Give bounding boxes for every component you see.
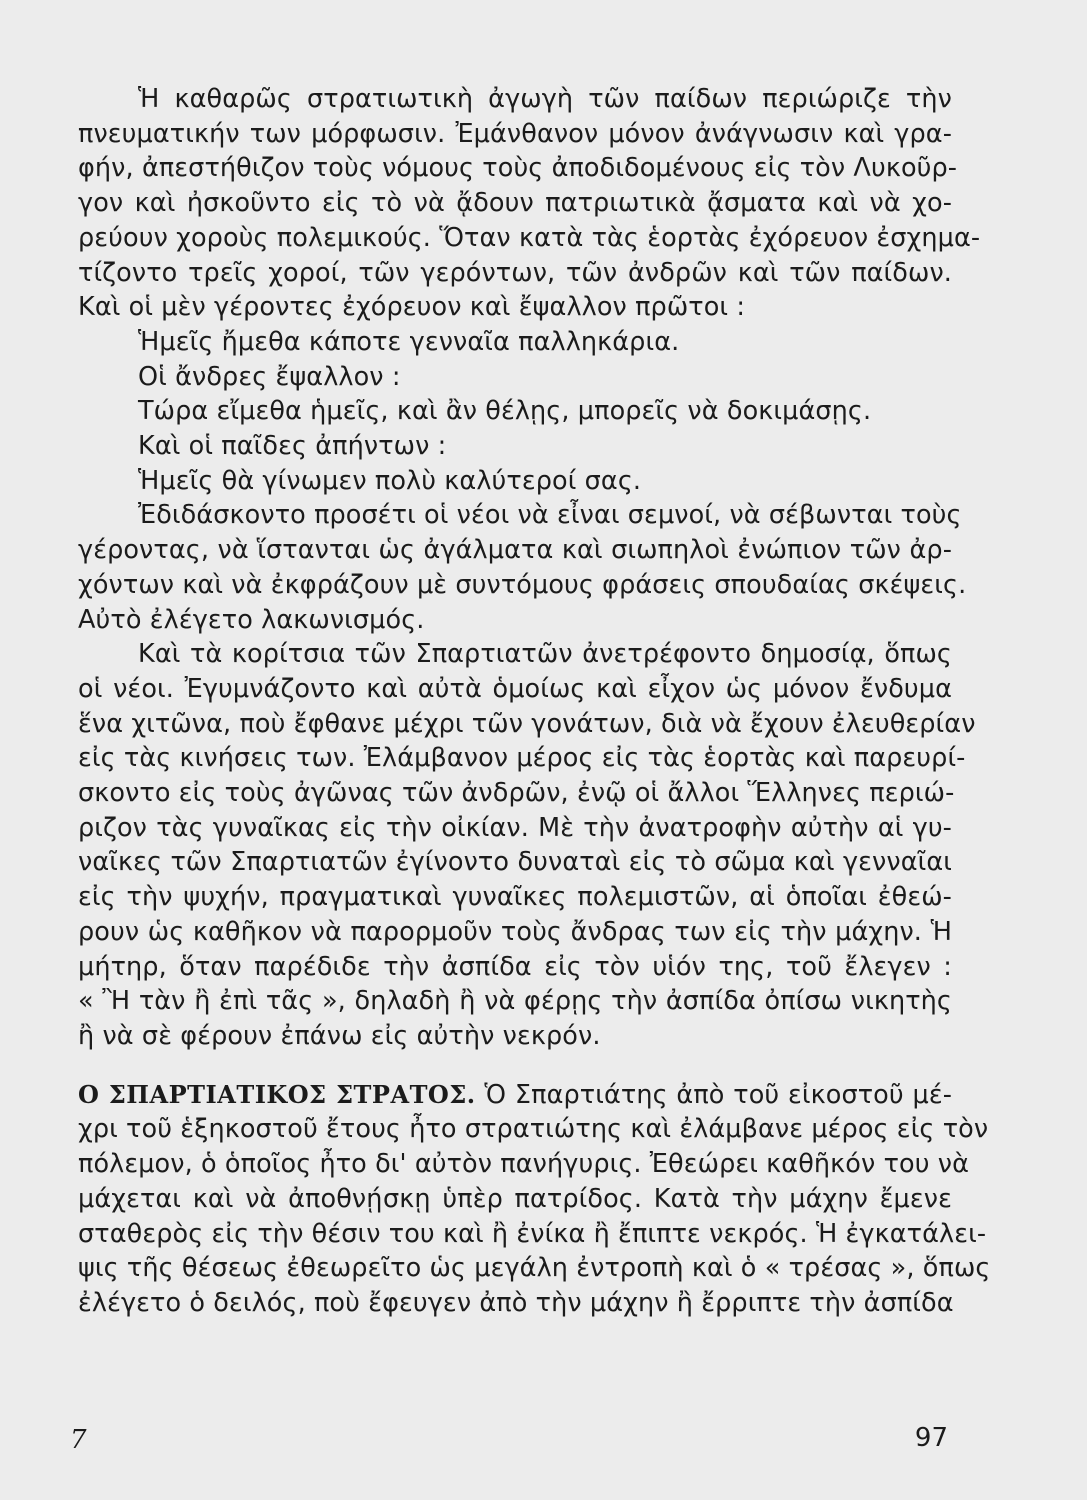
text-line: σταθερὸς εἰς τὴν θέσιν του καὶ ἢ ἐνίκα ἢ ἔπιπτε νεκρός. Ἡ ἐγκατάλει- — [78, 1218, 987, 1249]
text-line: τίζοντο τρεῖς χοροί, τῶν γερόντων, τῶν ἀνδρῶν καὶ τῶν παίδων. — [78, 257, 952, 288]
text-line: Καὶ τὰ κορίτσια τῶν Σπαρτιατῶν ἀνετρέφοντο δημοσίᾳ, ὅπως — [138, 639, 952, 670]
verse-line: Τώρα εἴμεθα ἡμεῖς, καὶ ἂν θέλῃς, μπορεῖς νὰ δοκιμάσῃς. — [138, 396, 872, 427]
text-line: πνευματικήν των μόρφωσιν. Ἐμάνθανον μόνον ἀνάγνωσιν καὶ γρα- — [78, 118, 952, 149]
text-line: μήτηρ, ὅταν παρέδιδε τὴν ἀσπίδα εἰς τὸν υἱόν της, τοῦ ἔλεγεν : — [78, 951, 952, 982]
text-line: ναῖκες τῶν Σπαρτιατῶν ἐγίνοντο δυναταὶ εἰς τὸ σῶμα καὶ γενναῖαι — [78, 847, 952, 878]
text-line: οἱ νέοι. Ἐγυμνάζοντο καὶ αὐτὰ ὁμοίως καὶ εἶχον ὡς μόνον ἔνδυμα — [78, 673, 952, 704]
section-first-line — [78, 1078, 952, 1113]
text-line: ριζον τὰς γυναῖκας εἰς τὴν οἰκίαν. Μὲ τὴν ἀνατροφὴν αὐτὴν αἱ γυ- — [78, 812, 952, 843]
text-line: εἰς τὰς κινήσεις των. Ἐλάμβανον μέρος εἰς τὰς ἑορτὰς καὶ παρευρί- — [78, 743, 966, 774]
text-line: ρεύουν χοροὺς πολεμικούς. Ὅταν κατὰ τὰς ἑορτὰς ἐχόρευον ἐσχημα- — [78, 222, 981, 253]
text-line: Καὶ οἱ μὲν γέροντες ἐχόρευον καὶ ἔψαλλον πρῶτοι : — [78, 292, 746, 323]
verse-line: Ἡμεῖς θὰ γίνωμεν πολὺ καλύτεροί σας. — [138, 465, 642, 496]
text-line: γέροντας, νὰ ἵστανται ὡς ἀγάλματα καὶ σιωπηλοὶ ἐνώπιον τῶν ἀρ- — [78, 535, 952, 566]
text-line: μάχεται καὶ νὰ ἀποθνῄσκῃ ὑπὲρ πατρίδος. Κατὰ τὴν μάχην ἔμενε — [78, 1183, 952, 1214]
text-line: χόντων καὶ νὰ ἐκφράζουν μὲ συντόμους φράσεις σπουδαίας σκέψεις. — [78, 569, 967, 600]
text-line: Αὐτὸ ἐλέγετο λακωνισμός. — [78, 604, 425, 635]
section-heading: Ο ΣΠΑΡΤΙΑΤΙΚΟΣ ΣΤΡΑΤΟΣ. — [78, 1079, 476, 1109]
section-line-start: Ὁ Σπαρτιάτης ἀπὸ τοῦ εἰκοστοῦ μέ- — [475, 1079, 953, 1110]
text-line: εἰς τὴν ψυχήν, πραγματικαὶ γυναῖκες πολεμιστῶν, αἱ ὁποῖαι ἐθεώ- — [78, 882, 952, 913]
text-line: ἢ νὰ σὲ φέρουν ἐπάνω εἰς αὐτὴν νεκρόν. — [78, 1020, 601, 1051]
text-line: ἐλέγετο ὁ δειλός, ποὺ ἔφευγεν ἀπὸ τὴν μάχην ἢ ἔρριπτε τὴν ἀσπίδα — [78, 1287, 954, 1318]
text-line: « Ἢ τὰν ἢ ἐπὶ τᾶς », δηλαδὴ ἢ νὰ φέρῃς τὴν ἀσπίδα ὀπίσω νικητὴς — [78, 986, 952, 1017]
verse-line: Οἱ ἄνδρες ἔψαλλον : — [138, 361, 401, 392]
text-line: Ἡ καθαρῶς στρατιωτικὴ ἀγωγὴ τῶν παίδων περιώριζε τὴν — [138, 84, 952, 114]
section-gap — [78, 1054, 952, 1078]
text-line: πόλεμον, ὁ ὁποῖος ἦτο δι' αὐτὸν πανήγυρις. Ἐθεώρει καθῆκόν του νὰ — [78, 1149, 970, 1180]
verse-line: Καὶ οἱ παῖδες ἀπήντων : — [138, 431, 447, 462]
text-line: ρουν ὡς καθῆκον νὰ παρορμοῦν τοὺς ἄνδρας των εἰς τὴν μάχην. Ἡ — [78, 916, 952, 947]
text-line: ἕνα χιτῶνα, ποὺ ἔφθανε μέχρι τῶν γονάτων, διὰ νὰ ἔχουν ἐλευθερίαν — [78, 708, 976, 739]
text-line: φήν, ἀπεστήθιζον τοὺς νόμους τοὺς ἀποδιδομένους εἰς τὸν Λυκοῦρ- — [78, 153, 958, 184]
page-text — [78, 82, 991, 1321]
text-line: γον καὶ ἠσκοῦντο εἰς τὸ νὰ ᾄδουν πατριωτικὰ ᾄσματα καὶ νὰ χο- — [78, 188, 952, 219]
text-line: χρι τοῦ ἑξηκοστοῦ ἔτους ἦτο στρατιώτης καὶ ἐλάμβανε μέρος εἰς τὸν — [78, 1114, 989, 1145]
text-line: ψις τῆς θέσεως ἐθεωρεῖτο ὡς μεγάλη ἐντροπὴ καὶ ὁ « τρέσας », ὅπως — [78, 1253, 991, 1284]
verse-line: Ἡμεῖς ἤμεθα κάποτε γενναῖα παλληκάρια. — [138, 326, 680, 357]
text-line: σκοντο εἰς τοὺς ἀγῶνας τῶν ἀνδρῶν, ἐνῷ οἱ ἄλλοι Ἕλληνες περιώ- — [78, 778, 955, 809]
page-number: 97 — [914, 1423, 948, 1453]
signature-mark: 7 — [70, 1425, 87, 1455]
text-line: Ἐδιδάσκοντο προσέτι οἱ νέοι νὰ εἶναι σεμνοί, νὰ σέβωνται τοὺς — [138, 500, 962, 531]
